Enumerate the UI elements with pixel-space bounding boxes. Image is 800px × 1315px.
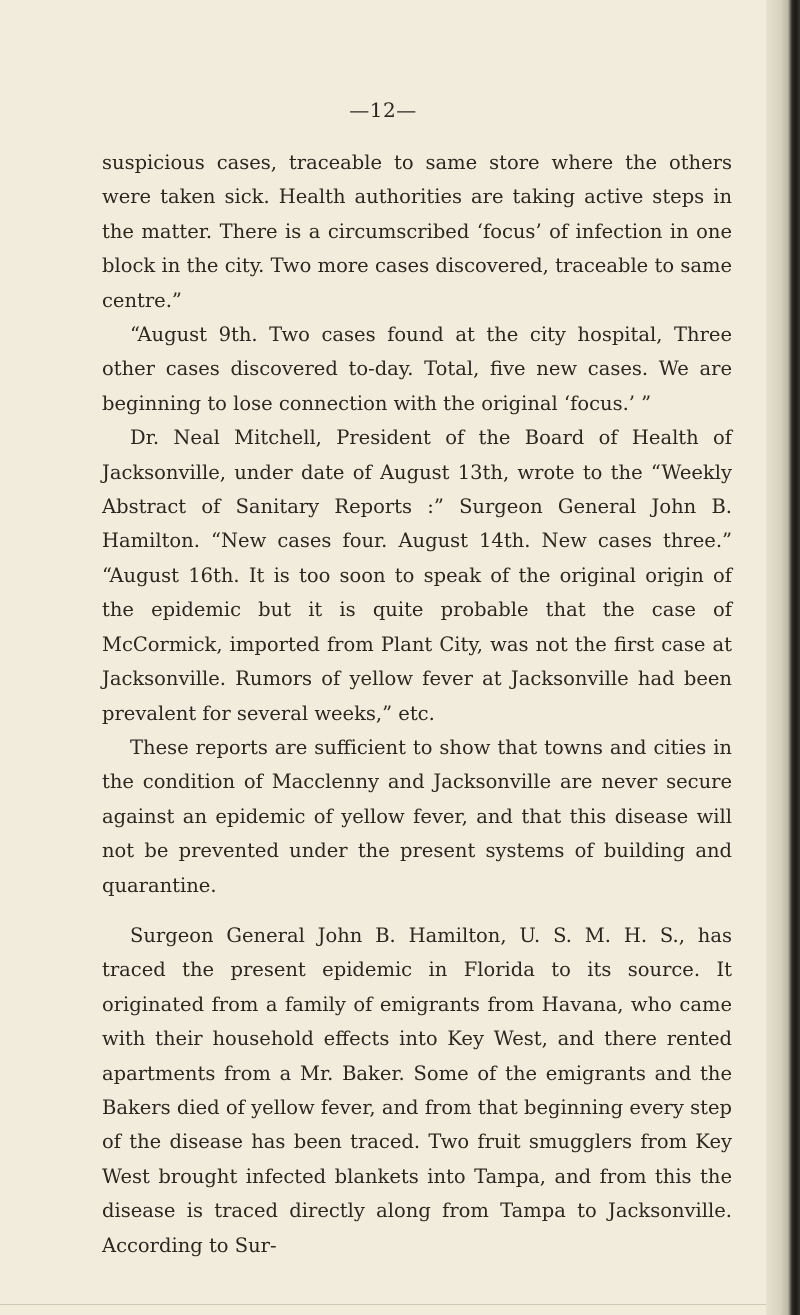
paragraph-5: Surgeon General John B. Hamilton, U. S. M. H. S., has traced the present epidemic in Florida to its source. It originated from a family of emigrants from Havana, who came with their household effects into Key West, and there rented apartments from a Mr. Baker. Some of the emigrants and the Bakers died of yellow fever, and from that beginning every step of the disease has been traced. Two fruit smugglers from Key West brought infected blankets into Tampa, and from this the disease is traced directly along from Tampa to Jacksonville. According to Sur- (102, 923, 732, 1257)
page-bottom-rule (0, 1304, 766, 1305)
body-text (102, 146, 732, 1263)
paragraph-3: Dr. Neal Mitchell, President of the Board of Health of Jacksonville, under date of August 13th, wrote to the “Weekly Abstract of Sanitary Reports :” Surgeon General John B. Hamilton. “New cases four. August 14th. New cases three.” “August 16th. It is too soon to speak of the original origin of the epidemic but it is quite probable that the case of McCormick, imported from Plant City, was not the first case at Jacksonville. Rumors of yellow fever at Jacksonville had been prevalent for several weeks,” etc. (102, 426, 732, 725)
paragraph-2: “August 9th. Two cases found at the city hospital, Three other cases discovered to-day. Total, five new cases. We are beginning to lose connection with the original ‘focus.’ ” (102, 323, 732, 415)
paragraph-1: suspicious cases, traceable to same store where the others were taken sick. Health authorities are taking active steps in the matter. There is a circumscribed ‘focus’ of infection in one block in the city. Two more cases discovered, traceable to same centre.” (102, 151, 732, 312)
book-binding-edge (766, 0, 800, 1315)
paragraph-4: These reports are sufficient to show that towns and cities in the condition of Macclenny and Jacksonville are never secure against an epidemic of yellow fever, and that this disease will not be prevented under the present systems of building and quarantine. (102, 735, 732, 897)
page-number: —12— (349, 98, 417, 122)
